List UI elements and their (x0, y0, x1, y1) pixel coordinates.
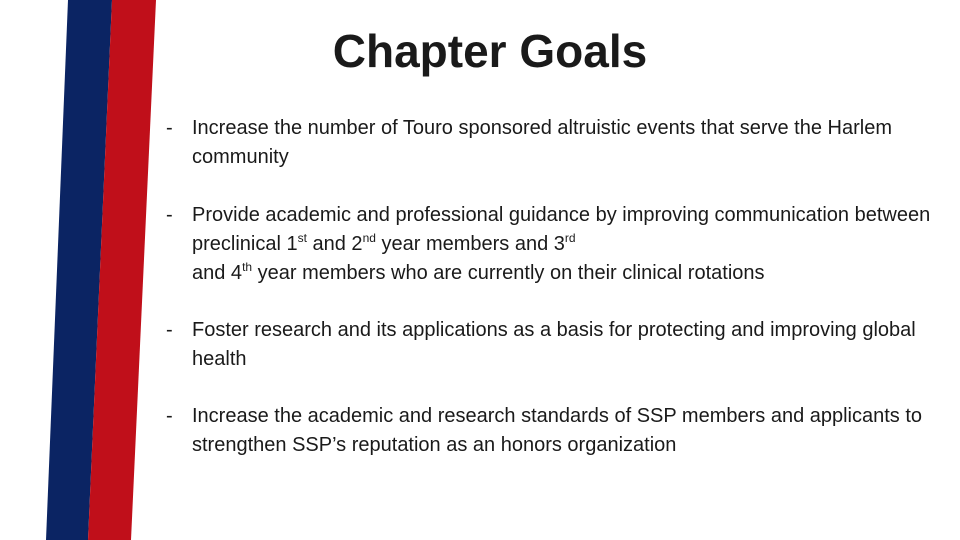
goal-text-part: Provide academic and professional guidance by improving communication between preclinical 1 (192, 204, 931, 255)
goal-text-part: year members who are currently on their clinical rotations (252, 262, 765, 284)
goal-item (160, 201, 950, 288)
goal-item (160, 114, 950, 172)
ordinal-suffix: nd (362, 231, 376, 245)
bullet-dash: - (166, 319, 173, 341)
goal-text: Increase the number of Touro sponsored altruistic events that serve the Harlem community (192, 117, 892, 168)
goal-text: Increase the academic and research standards of SSP members and applicants to strengthen SSP’s reputation as an honors organization (192, 405, 923, 456)
goal-item (160, 316, 950, 374)
bullet-dash: - (166, 204, 173, 226)
goal-item (160, 402, 950, 460)
goal-text (192, 201, 950, 288)
bullet-dash: - (166, 117, 173, 139)
goal-text-part: and 2 (306, 233, 363, 255)
slide-title: Chapter Goals (332, 25, 648, 77)
ordinal-suffix: st (297, 231, 307, 245)
ordinal-suffix: rd (564, 231, 576, 245)
bullet-dash: - (166, 405, 173, 427)
goal-text-part: year members and 3 (375, 233, 565, 255)
goal-text: Foster research and its applications as a basis for protecting and improving global health (192, 319, 916, 370)
goal-text-part: and 4 (192, 262, 243, 284)
ordinal-suffix: th (242, 260, 253, 274)
